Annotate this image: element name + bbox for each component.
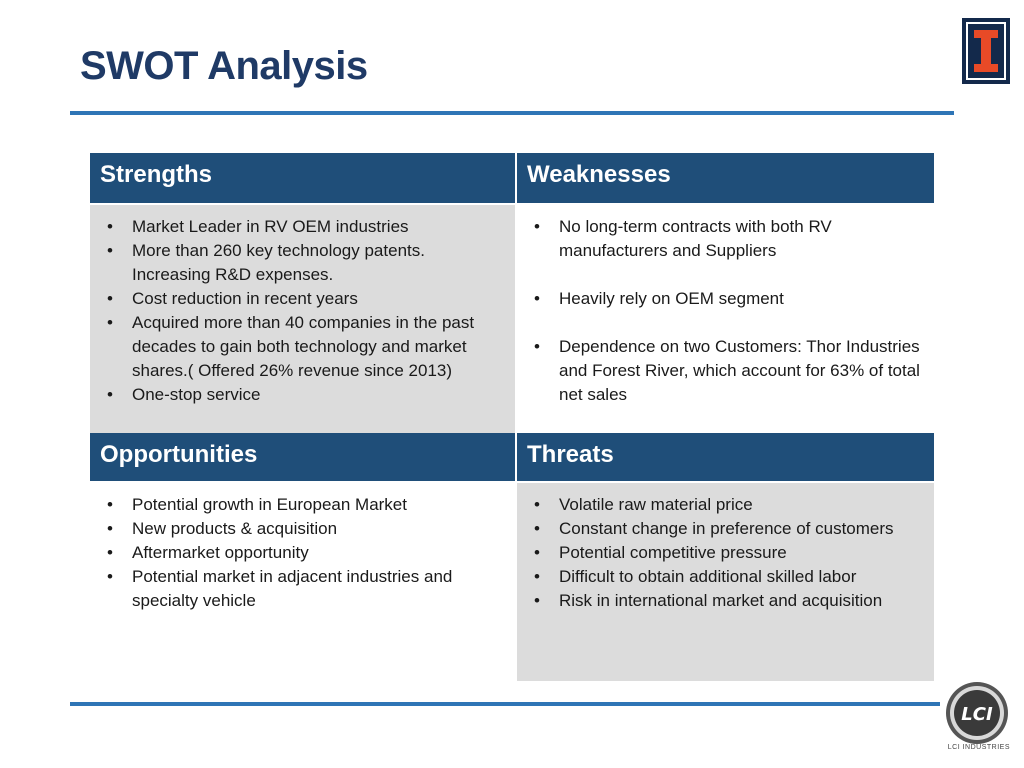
svg-text:LCI: LCI: [961, 704, 993, 725]
threats-heading: Threats: [517, 433, 934, 483]
list-item: • Volatile raw material price: [527, 493, 920, 517]
list-item: • Potential growth in European Market: [100, 493, 501, 517]
list-item: • Potential competitive pressure: [527, 541, 920, 565]
university-logo: [962, 18, 1010, 84]
threats-cell: [517, 483, 934, 681]
list-item: • Dependence on two Customers: Thor Industries and Forest River, which account for 63% of total net sales: [527, 335, 920, 407]
list-item: • Cost reduction in recent years: [100, 287, 501, 311]
opportunities-list: [100, 493, 501, 613]
list-item: • Difficult to obtain additional skilled labor: [527, 565, 920, 589]
bottom-divider: [70, 702, 940, 706]
slide-title: SWOT Analysis: [80, 44, 368, 88]
list-item: • One-stop service: [100, 383, 501, 407]
lci-logo: [944, 680, 1010, 746]
list-item: • Heavily rely on OEM segment: [527, 287, 920, 311]
list-item: • Potential market in adjacent industries and specialty vehicle: [100, 565, 501, 613]
opportunities-heading: Opportunities: [90, 433, 517, 483]
list-item: • More than 260 key technology patents. Increasing R&D expenses.: [100, 239, 501, 287]
list-item: • Aftermarket opportunity: [100, 541, 501, 565]
list-item: • New products & acquisition: [100, 517, 501, 541]
list-item: • Constant change in preference of customers: [527, 517, 920, 541]
strengths-heading: Strengths: [90, 153, 517, 205]
strengths-cell: [90, 205, 517, 433]
list-item: • No long-term contracts with both RV manufacturers and Suppliers: [527, 215, 920, 263]
list-item: • Market Leader in RV OEM industries: [100, 215, 501, 239]
weaknesses-heading: Weaknesses: [517, 153, 934, 205]
threats-list: [527, 493, 920, 613]
swot-grid: [90, 153, 934, 681]
weaknesses-list: [527, 215, 920, 407]
company-caption: LCI INDUSTRIES: [947, 744, 1010, 751]
opportunities-cell: [90, 483, 517, 681]
weaknesses-cell: [517, 205, 934, 433]
list-item: • Acquired more than 40 companies in the past decades to gain both technology and market shares.( Offered 26% revenue since 2013): [100, 311, 501, 383]
list-item: • Risk in international market and acquisition: [527, 589, 920, 613]
top-divider: [70, 111, 954, 115]
strengths-list: [100, 215, 501, 407]
